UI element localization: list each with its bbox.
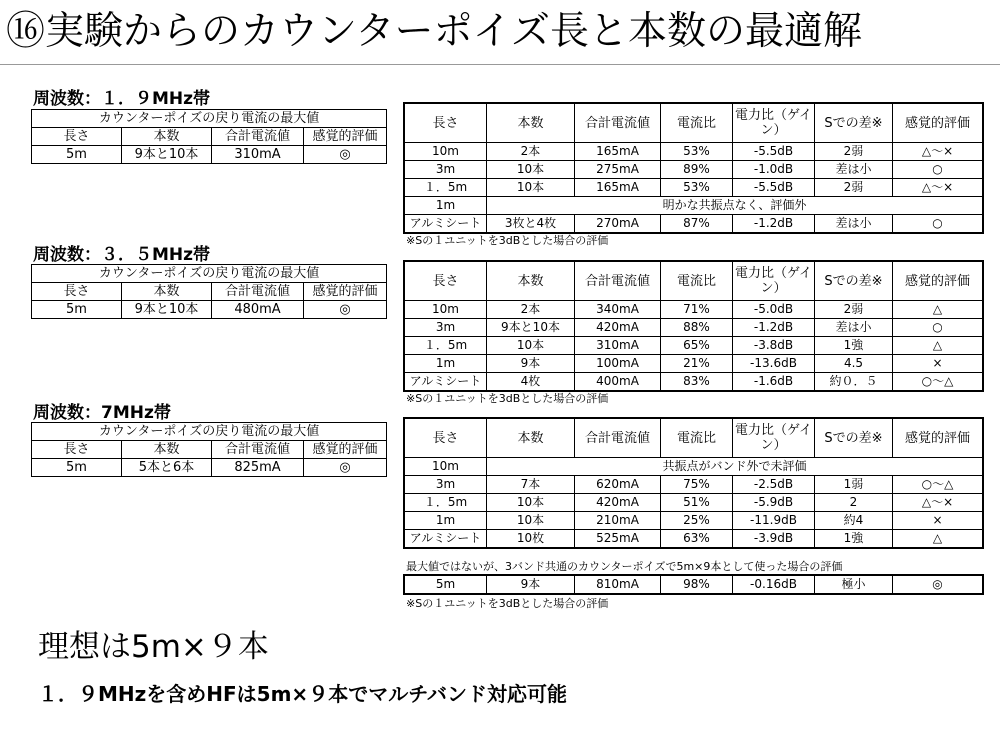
header-length: 長さ (405, 262, 487, 301)
header-total-current: 合計電流値 (212, 283, 304, 301)
detail-table-1-9mhz (404, 103, 983, 233)
table-cell: 400mA (575, 373, 661, 391)
table-cell: 10枚 (487, 530, 575, 548)
table-cell: １．5m (405, 337, 487, 355)
table-cell: 3枚と4枚 (487, 215, 575, 233)
table-cell: 7本 (487, 476, 575, 494)
table-cell: 極小 (815, 576, 893, 594)
table-cell: △～× (893, 179, 983, 197)
table-cell: 83% (661, 373, 733, 391)
band-label-7mhz: 周波数：7MHz帯 (33, 403, 171, 423)
table-cell: △～× (893, 494, 983, 512)
table-cell: 210mA (575, 512, 661, 530)
table-cell: 9本 (487, 355, 575, 373)
summary-cell: 5m (32, 146, 122, 164)
table-cell: 1弱 (815, 476, 893, 494)
header-length: 長さ (405, 419, 487, 458)
table-row (405, 143, 983, 161)
conclusion-statement: １．９MHzを含めHFは5m×９本でマルチバンド対応可能 (38, 682, 567, 706)
table-row (405, 576, 983, 594)
header-s-diff: Sでの差※ (815, 419, 893, 458)
table-cell: -5.5dB (733, 143, 815, 161)
table-row (405, 494, 983, 512)
table-cell: △ (893, 337, 983, 355)
table-cell: 1m (405, 197, 487, 215)
table-row (405, 161, 983, 179)
table-cell-merged: 明かな共振点なく、評価外 (487, 197, 983, 215)
table-cell: 2本 (487, 301, 575, 319)
table-row (405, 476, 983, 494)
header-rating: 感覚的評価 (304, 283, 387, 301)
table-cell: -2.5dB (733, 476, 815, 494)
table-cell: △ (893, 301, 983, 319)
table-cell: 525mA (575, 530, 661, 548)
table-cell: 10本 (487, 179, 575, 197)
summary-table-3-5mhz (31, 264, 387, 319)
ideal-statement: 理想は5m×９本 (38, 629, 269, 665)
header-current-ratio: 電流比 (661, 104, 733, 143)
header-power-ratio: 電力比（ゲイン） (733, 262, 815, 301)
table-cell: -13.6dB (733, 355, 815, 373)
table-cell: 53% (661, 179, 733, 197)
table-cell: 89% (661, 161, 733, 179)
table-row (405, 301, 983, 319)
header-count: 本数 (487, 262, 575, 301)
table-cell-merged: 共振点がバンド外で未評価 (487, 458, 983, 476)
table-cell: ○ (893, 215, 983, 233)
summary-cell: 825mA (212, 459, 304, 477)
table-cell: 差は小 (815, 319, 893, 337)
table-cell: アルミシート (405, 215, 487, 233)
table-cell: ○～△ (893, 373, 983, 391)
table-cell: -5.5dB (733, 179, 815, 197)
header-count: 本数 (487, 104, 575, 143)
table-cell: 3m (405, 161, 487, 179)
table-cell: 10本 (487, 337, 575, 355)
table-cell: -0.16dB (733, 576, 815, 594)
table-cell: 差は小 (815, 161, 893, 179)
table-cell: アルミシート (405, 373, 487, 391)
table-cell: 1強 (815, 337, 893, 355)
summary-caption: カウンターポイズの戻り電流の最大値 (32, 423, 387, 441)
header-total-current: 合計電流値 (575, 419, 661, 458)
summary-cell: ◎ (304, 459, 387, 477)
table-cell: 5m (405, 576, 487, 594)
band-label-1-9mhz: 周波数：１．９MHz帯 (33, 89, 211, 109)
table-cell: １．5m (405, 494, 487, 512)
summary-cell: 5m (32, 301, 122, 319)
footnote: ※Sの１ユニットを3dBとした場合の評価 (406, 392, 609, 405)
table-cell: ○ (893, 161, 983, 179)
table-cell: 9本 (487, 576, 575, 594)
table-cell: 3m (405, 476, 487, 494)
table-cell: 420mA (575, 319, 661, 337)
table-cell: アルミシート (405, 530, 487, 548)
table-cell: 約０．５ (815, 373, 893, 391)
header-rating: 感覚的評価 (893, 419, 983, 458)
summary-cell: ◎ (304, 146, 387, 164)
header-current-ratio: 電流比 (661, 419, 733, 458)
table-cell: 810mA (575, 576, 661, 594)
table-cell: 340mA (575, 301, 661, 319)
detail-table-7mhz (404, 418, 983, 548)
table-cell: 310mA (575, 337, 661, 355)
header-power-ratio: 電力比（ゲイン） (733, 419, 815, 458)
table-cell: 88% (661, 319, 733, 337)
table-cell: 10本 (487, 161, 575, 179)
table-cell: 1m (405, 512, 487, 530)
table-cell: 4枚 (487, 373, 575, 391)
table-cell: 100mA (575, 355, 661, 373)
table-cell: 620mA (575, 476, 661, 494)
table-cell: 9本と10本 (487, 319, 575, 337)
table-row (405, 355, 983, 373)
table-cell: -3.8dB (733, 337, 815, 355)
header-current-ratio: 電流比 (661, 262, 733, 301)
summary-cell: 9本と10本 (122, 146, 212, 164)
header-length: 長さ (32, 128, 122, 146)
table-cell: 165mA (575, 179, 661, 197)
table-cell: 51% (661, 494, 733, 512)
summary-cell: 9本と10本 (122, 301, 212, 319)
table-cell: 3m (405, 319, 487, 337)
summary-table-1-9mhz (31, 109, 387, 164)
summary-cell: 5m (32, 459, 122, 477)
footnote: ※Sの１ユニットを3dBとした場合の評価 (406, 234, 609, 247)
header-count: 本数 (122, 128, 212, 146)
table-cell: 2 (815, 494, 893, 512)
table-cell: 1m (405, 355, 487, 373)
table-row (405, 512, 983, 530)
table-cell: 98% (661, 576, 733, 594)
table-row (405, 458, 983, 476)
summary-cell: 310mA (212, 146, 304, 164)
header-total-current: 合計電流値 (575, 262, 661, 301)
table-cell: 2弱 (815, 179, 893, 197)
table-cell: 71% (661, 301, 733, 319)
table-row (405, 319, 983, 337)
table-cell: 10本 (487, 494, 575, 512)
table-cell: △～× (893, 143, 983, 161)
table-cell: × (893, 355, 983, 373)
header-count: 本数 (487, 419, 575, 458)
header-rating: 感覚的評価 (893, 262, 983, 301)
table-cell: -5.0dB (733, 301, 815, 319)
table-cell: 25% (661, 512, 733, 530)
table-cell: 約4 (815, 512, 893, 530)
band-label-3-5mhz: 周波数：３．５MHz帯 (33, 245, 211, 265)
table-cell: -5.9dB (733, 494, 815, 512)
summary-caption: カウンターポイズの戻り電流の最大値 (32, 265, 387, 283)
summary-cell: ◎ (304, 301, 387, 319)
table-cell: 差は小 (815, 215, 893, 233)
table-cell: 2本 (487, 143, 575, 161)
table-cell: 63% (661, 530, 733, 548)
table-row (405, 179, 983, 197)
header-s-diff: Sでの差※ (815, 262, 893, 301)
table-row (405, 197, 983, 215)
header-total-current: 合計電流値 (212, 128, 304, 146)
common-table (404, 575, 983, 594)
header-rating: 感覚的評価 (893, 104, 983, 143)
header-total-current: 合計電流値 (212, 441, 304, 459)
table-cell: -1.2dB (733, 215, 815, 233)
summary-caption: カウンターポイズの戻り電流の最大値 (32, 110, 387, 128)
table-row (405, 337, 983, 355)
table-cell: 275mA (575, 161, 661, 179)
table-cell: ○～△ (893, 476, 983, 494)
table-cell: -1.0dB (733, 161, 815, 179)
header-count: 本数 (122, 441, 212, 459)
table-cell: 21% (661, 355, 733, 373)
table-cell: 420mA (575, 494, 661, 512)
summary-cell: 5本と6本 (122, 459, 212, 477)
table-cell: -3.9dB (733, 530, 815, 548)
header-rating: 感覚的評価 (304, 128, 387, 146)
table-cell: 87% (661, 215, 733, 233)
table-cell: １．5m (405, 179, 487, 197)
table-row (405, 373, 983, 391)
table-cell: 165mA (575, 143, 661, 161)
table-cell: △ (893, 530, 983, 548)
table-cell: 1強 (815, 530, 893, 548)
header-s-diff: Sでの差※ (815, 104, 893, 143)
title-divider (0, 64, 1000, 65)
footnote: ※Sの１ユニットを3dBとした場合の評価 (406, 597, 609, 610)
header-power-ratio: 電力比（ゲイン） (733, 104, 815, 143)
table-cell: 10m (405, 301, 487, 319)
table-cell: -1.6dB (733, 373, 815, 391)
table-cell: 10m (405, 143, 487, 161)
header-count: 本数 (122, 283, 212, 301)
table-row (405, 215, 983, 233)
summary-cell: 480mA (212, 301, 304, 319)
table-cell: 270mA (575, 215, 661, 233)
table-cell: × (893, 512, 983, 530)
common-note: 最大値ではないが、3バンド共通のカウンターポイズで5m×9本として使った場合の評価 (406, 560, 843, 573)
table-cell: -11.9dB (733, 512, 815, 530)
table-row (405, 530, 983, 548)
header-length: 長さ (405, 104, 487, 143)
table-cell: -1.2dB (733, 319, 815, 337)
header-length: 長さ (32, 283, 122, 301)
table-cell: ◎ (893, 576, 983, 594)
page-title: ⑯実験からのカウンターポイズ長と本数の最適解 (6, 9, 863, 54)
summary-table-7mhz (31, 422, 387, 477)
table-cell: 2弱 (815, 301, 893, 319)
table-cell: 10m (405, 458, 487, 476)
table-cell: 53% (661, 143, 733, 161)
table-cell: 75% (661, 476, 733, 494)
table-cell: ○ (893, 319, 983, 337)
table-cell: 65% (661, 337, 733, 355)
header-rating: 感覚的評価 (304, 441, 387, 459)
table-cell: 4.5 (815, 355, 893, 373)
detail-table-3-5mhz (404, 261, 983, 391)
table-cell: 10本 (487, 512, 575, 530)
header-total-current: 合計電流値 (575, 104, 661, 143)
table-cell: 2弱 (815, 143, 893, 161)
header-length: 長さ (32, 441, 122, 459)
